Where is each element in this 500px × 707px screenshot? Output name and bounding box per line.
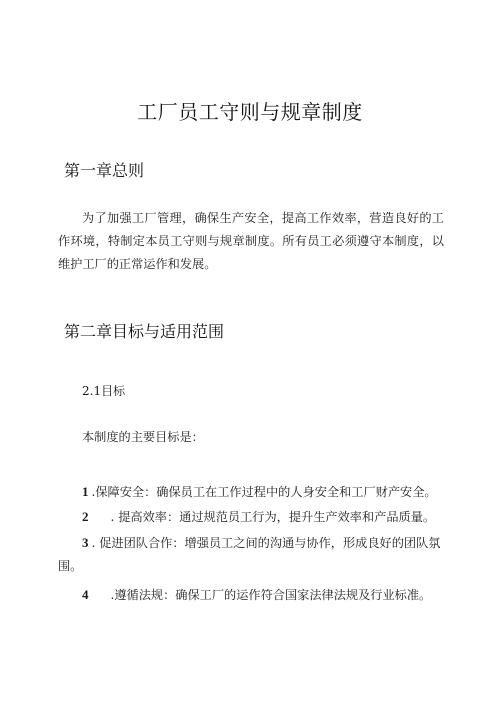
goal-item-3-number: 3 (82, 535, 89, 550)
goal-item-2 (82, 508, 435, 525)
goal-item-3-continuation: 围。 (58, 559, 83, 573)
chapter-1-paragraph: 为了加强工厂管理，确保生产安全，提高工作效率，营造良好的工作环境，特制定本员工守则与规章制度。所有员工必须遵守本制度，以维护工厂的正常运作和发展。 (58, 211, 444, 271)
document-title: 工厂员工守则与规章制度 (137, 100, 363, 124)
chapter-2-heading: 第二章目标与适用范围 (64, 322, 225, 341)
goal-item-2-number: 2 (82, 509, 89, 524)
goal-item-1 (82, 483, 437, 500)
goal-item-4 (82, 586, 431, 603)
chapter-1-heading: 第一章总则 (64, 161, 145, 180)
goal-item-1-text: .保障安全：确保员工在工作过程中的人身安全和工厂财产安全。 (91, 485, 437, 499)
goal-item-4-text: .遵循法规：确保工厂的运作符合国家法律法规及行业标准。 (110, 588, 432, 602)
goal-item-3 (82, 534, 441, 551)
goal-item-1-number: 1 (82, 484, 89, 499)
goal-item-2-text: . 提高效率：通过规范员工行为，提升生产效率和产品质量。 (110, 510, 436, 524)
goal-item-3-text: . 促进团队合作：增强员工之间的沟通与协作，形成良好的团队氛 (91, 536, 441, 550)
goal-item-4-number: 4 (82, 587, 89, 602)
goals-intro: 本制度的主要目标是： (82, 430, 204, 444)
section-2-1-label: 2.1目标 (82, 384, 126, 398)
